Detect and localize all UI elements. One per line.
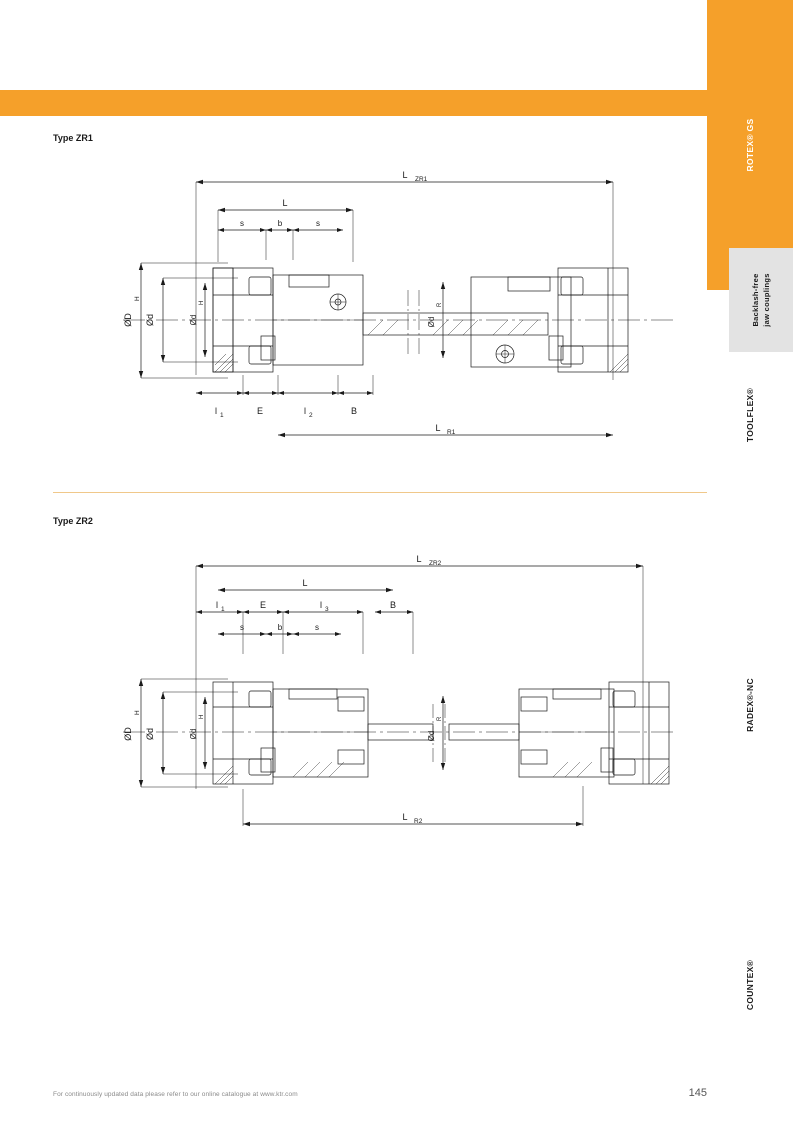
- side-tab-label: TOOLFLEX®: [745, 387, 755, 443]
- dim-label-odh-sub: H: [134, 296, 141, 301]
- side-tab-label-line2: jaw couplings: [762, 273, 771, 327]
- side-tab-rotex-gs[interactable]: [707, 0, 793, 290]
- dim-label-l2-sub: 2: [309, 412, 313, 419]
- dim-label-lzr2-sub: ZR2: [429, 560, 442, 567]
- dim-label-b: b: [277, 623, 283, 632]
- side-tab-label: ROTEX® GS: [745, 118, 755, 172]
- dim-label-l3: l: [320, 600, 322, 610]
- dim-label-l1: l: [215, 406, 217, 416]
- dim-label-odh-small: Ød: [189, 314, 198, 326]
- dim-label-odh: ØD: [123, 727, 133, 741]
- dim-label-odr: Ød: [427, 730, 436, 742]
- dim-label-l2: l: [304, 406, 306, 416]
- dim-label-lr1: L: [435, 423, 441, 433]
- side-tab-radex-nc[interactable]: [707, 650, 793, 760]
- side-tab-label-line1: Backlash-free: [751, 273, 760, 327]
- dim-label-s-left: s: [240, 219, 244, 228]
- dim-label-s-right: s: [316, 219, 320, 228]
- dim-label-od: Ød: [145, 727, 155, 741]
- dim-label-odh-small-sub: H: [199, 714, 205, 719]
- side-tab-label: RADEX®-NC: [745, 678, 755, 732]
- header-orange-band: [0, 90, 707, 116]
- dim-label-odh: ØD: [123, 313, 133, 327]
- dim-label-s-left: s: [240, 623, 244, 632]
- dim-label-l1-sub: 1: [221, 606, 225, 613]
- dim-label-odh-small-sub: H: [199, 300, 205, 305]
- technical-drawing-zr1: [53, 150, 693, 475]
- side-tab-label: COUNTEX®: [745, 959, 755, 1011]
- side-tab-countex[interactable]: [707, 930, 793, 1040]
- section-title-zr2: Type ZR2: [53, 516, 93, 526]
- dim-label-b-dim: B: [350, 406, 358, 416]
- side-tab-label: [750, 273, 772, 327]
- dim-label-s-right: s: [315, 623, 319, 632]
- dim-label-od: Ød: [145, 313, 155, 327]
- dim-label-e: E: [256, 406, 264, 416]
- dim-label-odr: Ød: [427, 316, 436, 328]
- dim-label-odh-sub: H: [134, 710, 141, 715]
- dim-label-b: b: [277, 219, 283, 228]
- dim-label-l: L: [282, 198, 288, 208]
- dim-label-b-dim: B: [389, 600, 397, 610]
- section-divider: [53, 492, 707, 493]
- dim-label-lzr1: L: [402, 170, 408, 180]
- dim-label-l1-sub: 1: [220, 412, 224, 419]
- dim-label-odr-sub: R: [437, 302, 443, 307]
- dim-label-l: L: [302, 578, 308, 588]
- dim-label-l3-sub: 3: [325, 606, 329, 613]
- dim-label-lr2-sub: R2: [414, 818, 423, 825]
- technical-drawing-zr2: [53, 534, 693, 859]
- side-tab-backlash-free-jaw-couplings[interactable]: [729, 248, 793, 352]
- dim-label-lzr2: L: [416, 554, 422, 564]
- dim-label-lr1-sub: R1: [447, 429, 456, 436]
- dim-label-l1: l: [216, 600, 218, 610]
- footer-note: For continuously updated data please refer to our online catalogue at www.ktr.com: [53, 1091, 298, 1098]
- dim-label-odh-small: Ød: [189, 728, 198, 740]
- dim-label-e: E: [259, 600, 267, 610]
- dim-label-lr2: L: [402, 812, 408, 822]
- dim-label-odr-sub: R: [437, 716, 443, 721]
- dim-label-lzr1-sub: ZR1: [415, 176, 428, 183]
- side-tab-toolflex[interactable]: [707, 360, 793, 470]
- section-title-zr1: Type ZR1: [53, 133, 93, 143]
- page-number: 145: [688, 1087, 707, 1099]
